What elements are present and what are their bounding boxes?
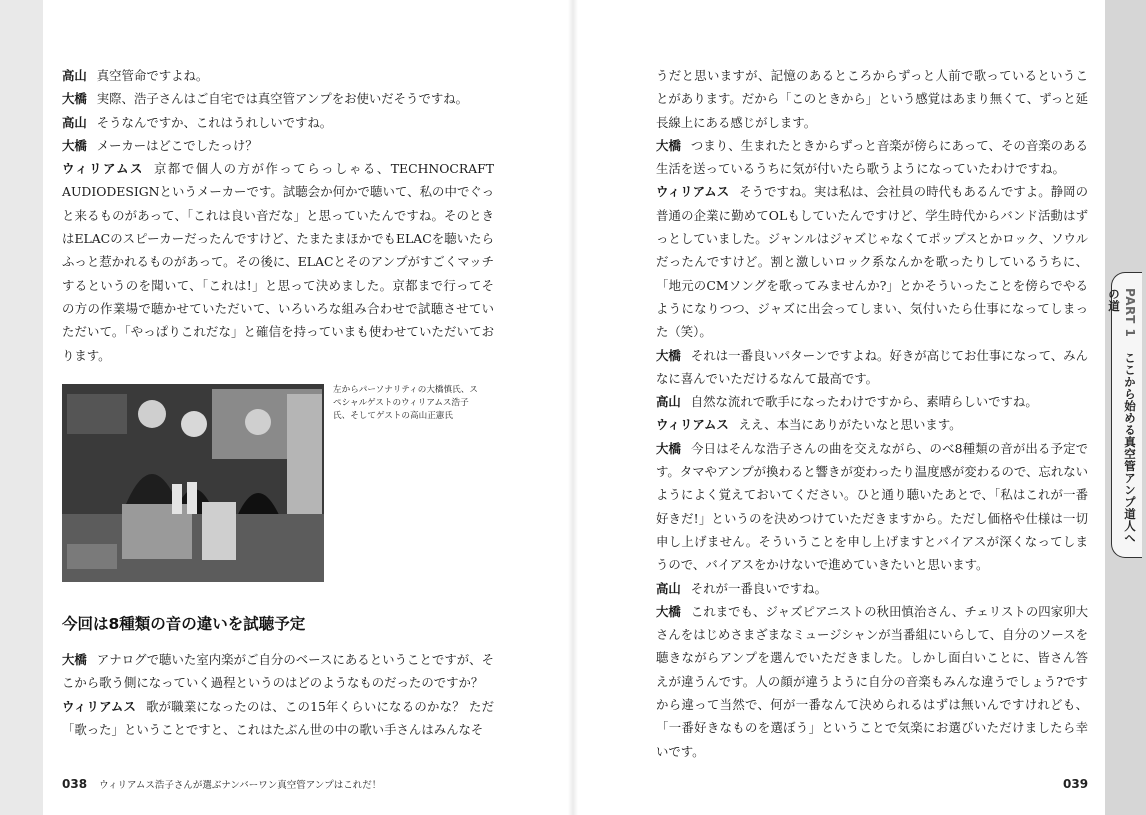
speaker-name: ウィリアムス [656, 184, 730, 200]
right-page-number: 039 [1063, 777, 1089, 791]
speaker-name: 大橋 [62, 652, 87, 667]
line-text: そうですね。実は私は、会社員の時代もあるんですよ。静岡の普通の企業に勤めてOLもしていたんですけど、学生時代からバンド活動はずっとしていました。ジャンルはジャズじゃなくてポップスとかロック、ソウルだったんですけど。割と激しいロック系なんかを歌ったりしているうちに、「地元のCMソングを歌ってみませんか?」とかそういったことを傍らでやるようになりつつ、ジャズに出会ってしまい、気付いたら仕事になってしまった（笑）。 [656, 184, 1088, 340]
dialogue-line [656, 180, 1088, 343]
line-text: 真空管命ですよね。 [96, 68, 209, 83]
dialogue-line [656, 134, 1088, 181]
dialogue-line [656, 600, 1088, 763]
speaker-name: ウィリアムス [62, 161, 144, 177]
line-text: アナログで聴いた室内楽がご自分のベースにあるということですが、そこから歌う側になっていく過程というのはどのようなものだったのですか？ [62, 652, 495, 691]
speaker-name: 大橋 [656, 347, 681, 363]
speaker-name: ウィリアムス [656, 417, 729, 433]
line-text: 実際、浩子さんはご自宅では真空管アンプをお使いだそうですね。 [96, 91, 469, 107]
line-text: うだと思いますが、記憶のあるところからずっと人前で歌っているということがあります。だから「このときから」という感覚はあまり無くて、ずっと延長線上にある感じがします。 [656, 68, 1088, 130]
line-text: それが一番良いですね。 [690, 580, 828, 596]
line-text: 歌が職業になったのは、この15年くらいになるのかな？ ただ「歌った」ということですと、これはたぶん世の中の歌い手さんはみんなそ [62, 698, 494, 737]
line-text: ええ、本当にありがたいなと思います。 [738, 417, 962, 433]
page-number: 038 [62, 777, 88, 791]
photo-caption: 左からパーソナリティの大橋慎氏、スペシャルゲストのウィリアムス浩子氏、そしてゲストの高山正憲氏 [333, 385, 478, 421]
left-column-text-2 [62, 648, 494, 741]
speaker-name: 大橋 [656, 440, 682, 456]
dialogue-line [62, 64, 494, 87]
speaker-name: 大橋 [62, 137, 87, 153]
dialogue-line [656, 413, 1088, 436]
running-title: ウィリアムス浩子さんが選ぶナンバーワン真空管アンプはこれだ！ [99, 780, 382, 791]
left-column-text [62, 64, 494, 367]
speaker-name: ウィリアムス [62, 698, 137, 714]
speaker-name: 大橋 [656, 137, 681, 153]
line-text: それは一番良いパターンですよね。好きが高じてお仕事になって、みんなに喜んでいただけるなんて最高です。 [656, 347, 1088, 386]
photo-illustration [62, 384, 324, 582]
left-folio [62, 777, 381, 791]
section-heading: 今回は8種類の音の違いを試聴予定 [62, 615, 306, 633]
dialogue-line [62, 87, 494, 110]
line-text: つまり、生まれたときからずっと音楽が傍らにあって、その音楽のある生活を送っているうちに気が付いたら歌うようになっていたわけですね。 [656, 137, 1089, 177]
speaker-name: 高山 [656, 580, 681, 596]
line-text: 自然な流れで歌手になったわけですから、素晴らしいですね。 [690, 394, 1038, 410]
speaker-name: 大橋 [656, 603, 681, 619]
chapter-tab-label [1107, 288, 1138, 550]
dialogue-line [656, 390, 1088, 413]
dialogue-line [656, 64, 1088, 134]
page-gutter [568, 0, 578, 815]
speaker-name: 高山 [62, 114, 87, 130]
line-text: メーカーはどこでしたっけ？ [96, 137, 258, 153]
speaker-name: 大橋 [62, 91, 87, 107]
dialogue-line [62, 111, 494, 134]
line-text: 今日はそんな浩子さんの曲を交えながら、のべ8種類の音が出る予定です。タマやアンプが換わると響きが変わったり温度感が変わるので、忘れないようによく覚えておいてください。ひと通り聴いたあとで、「私はこれが一番好きだ!」というのを決めつけていただきますから。ただし価格や仕様は一切申し上げません。そういうことを申し上げますとバイアスが深くなってしまうので、バイアスをかけないで進めていきたいと思います。 [656, 440, 1089, 573]
dialogue-line [62, 695, 494, 742]
speaker-name: 高山 [656, 394, 681, 410]
dialogue-line [656, 437, 1088, 577]
dialogue-line [656, 577, 1088, 600]
speaker-name: 高山 [62, 68, 87, 83]
studio-photo [62, 384, 324, 582]
dialogue-line [62, 134, 494, 157]
chapter-part: PART 1 [1123, 288, 1137, 338]
line-text: これまでも、ジャズピアニストの秋田慎治さん、チェリストの四家卯大さんをはじめさまざまなミュージシャンが当番組にいらして、自分のソースを聴きながらアンプを選んでいただきました。しかし面白いことに、皆さん答えが違うんです。人の顔が違うように自分の音楽もみんな違うでしょう?ですから違って当然で、何が一番なんて決められるはずは無いんですけれども、「一番好きなものを選ぼう」ということで気楽にお選びいただけましたら幸いです。 [656, 603, 1088, 759]
chapter-title: ここから始める真空管アンプ道人への道 [1107, 288, 1137, 544]
dialogue-line [62, 648, 494, 695]
line-text: 京都で個人の方が作ってらっしゃる、TECHNOCRAFT AUDIODESIGNというメーカーです。試聴会か何かで聴いて、私の中でぐっと来るものがあって、「これは良い音だな」と思っていたんですね。そのときはELACのスピーカーだったんですけど、たまたまほかでもELACを聴いたらふっと惹かれるものがあって。その後に、ELACとそのアンプがすごくマッチするというのを聞いて、「これは!」と思って決めました。京都まで行ってその方の作業場で聴かせていただいて、いろいろな組み合わせで試聴させていただいて。「やっぱりこれだな」と確信を持っていまも使わせていただいております。 [62, 161, 494, 363]
dialogue-line [62, 157, 494, 367]
dialogue-line [656, 344, 1088, 391]
right-column-text [656, 64, 1088, 763]
line-text: そうなんですか、これはうれしいですね。 [96, 114, 333, 130]
